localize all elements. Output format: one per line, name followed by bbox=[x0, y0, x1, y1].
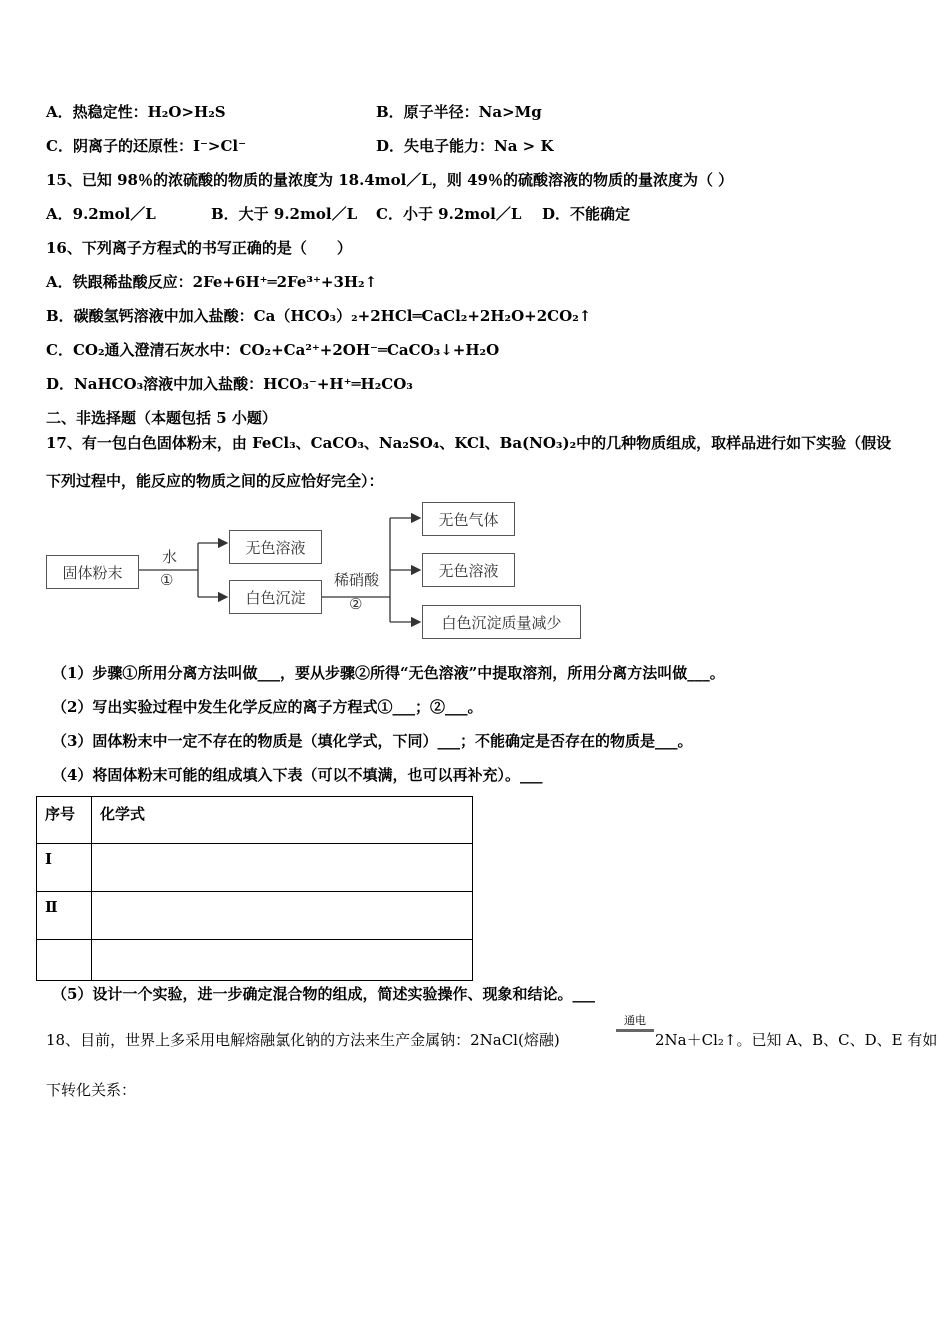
table-cell-index: Ⅰ bbox=[37, 844, 92, 892]
label-dilute-nitric-acid: 稀硝酸 bbox=[334, 571, 380, 589]
q16-option-d: D．NaHCO₃溶液中加入盐酸：HCO₃⁻+H⁺═H₂CO₃ bbox=[46, 375, 413, 393]
q17-part4: （4）将固体粉末可能的组成填入下表（可以不填满，也可以再补充）。___ bbox=[52, 766, 543, 784]
table-header-index: 序号 bbox=[37, 797, 92, 844]
q15-option-c: C．小于 9.2mol／L bbox=[376, 205, 522, 223]
table-cell-formula[interactable] bbox=[92, 892, 473, 940]
q17-part3: （3）固体粉末中一定不存在的物质是（填化学式，下同）___；不能确定是否存在的物质是___。 bbox=[52, 732, 693, 750]
q16-option-a: A．铁跟稀盐酸反应：2Fe+6H⁺═2Fe³⁺+3H₂↑ bbox=[46, 273, 378, 291]
table-cell-formula[interactable] bbox=[92, 844, 473, 892]
table-cell-index bbox=[37, 940, 92, 981]
q16-stem: 16、下列离子方程式的书写正确的是（ ） bbox=[46, 239, 352, 257]
box-colorless-solution-2: 无色溶液 bbox=[422, 553, 515, 587]
q15-option-b: B．大于 9.2mol／L bbox=[211, 205, 358, 223]
q18-line1-end: 2Na＋Cl₂↑。已知 A、B、C、D、E 有如 bbox=[655, 1031, 938, 1049]
box-white-precipitate: 白色沉淀 bbox=[229, 580, 322, 614]
q17-part2: （2）写出实验过程中发生化学反应的离子方程式①___；②___。 bbox=[52, 698, 483, 716]
reaction-condition: 通电 bbox=[624, 1014, 646, 1027]
q15-stem: 15、已知 98％的浓硫酸的物质的量浓度为 18.4mol／L，则 49％的硫酸溶液的物质的量浓度为（ ） bbox=[46, 171, 734, 189]
q14-option-c: C．阴离子的还原性：I⁻>Cl⁻ bbox=[46, 137, 246, 155]
table-cell-index: Ⅱ bbox=[37, 892, 92, 940]
table-row bbox=[37, 892, 473, 940]
q14-option-b: B．原子半径：Na>Mg bbox=[376, 103, 542, 121]
section-heading: 二、非选择题（本题包括 5 小题） bbox=[46, 409, 277, 427]
box-colorless-gas: 无色气体 bbox=[422, 502, 515, 536]
label-step1: ① bbox=[160, 571, 174, 589]
box-colorless-solution-1: 无色溶液 bbox=[229, 530, 322, 564]
q15-option-a: A．9.2mol／L bbox=[46, 205, 156, 223]
table-row bbox=[37, 940, 473, 981]
q17-stem-line2: 下列过程中，能反应的物质之间的反应恰好完全）： bbox=[46, 472, 384, 490]
label-water: 水 bbox=[162, 548, 178, 566]
q14-option-d: D．失电子能力：Na > K bbox=[376, 137, 554, 155]
q17-part5: （5）设计一个实验，进一步确定混合物的组成，简述实验操作、现象和结论。___ bbox=[52, 985, 595, 1003]
q18-line1-start: 18、目前，世界上多采用电解熔融氯化钠的方法来生产金属钠：2NaCl(熔融) bbox=[46, 1031, 560, 1049]
q17-stem-line1: 17、有一包白色固体粉末，由 FeCl₃、CaCO₃、Na₂SO₄、KCl、Ba(NO₃)₂中的几种物质组成，取样品进行如下实验（假设 bbox=[46, 434, 892, 452]
q18-line2: 下转化关系： bbox=[46, 1081, 137, 1099]
table-cell-formula[interactable] bbox=[92, 940, 473, 981]
q16-option-c: C．CO₂通入澄清石灰水中：CO₂+Ca²⁺+2OH⁻═CaCO₃↓+H₂O bbox=[46, 341, 500, 359]
box-solid-powder: 固体粉末 bbox=[46, 555, 139, 589]
box-precipitate-mass-decreases: 白色沉淀质量减少 bbox=[422, 605, 581, 639]
composition-table bbox=[36, 796, 473, 981]
q15-option-d: D．不能确定 bbox=[542, 205, 631, 223]
table-row bbox=[37, 844, 473, 892]
q14-option-a: A．热稳定性：H₂O>H₂S bbox=[46, 103, 226, 121]
q17-part1: （1）步骤①所用分离方法叫做___，要从步骤②所得“无色溶液”中提取溶剂，所用分离方法叫做___。 bbox=[52, 664, 725, 682]
label-step2: ② bbox=[349, 595, 363, 613]
q16-option-b: B．碳酸氢钙溶液中加入盐酸：Ca（HCO₃）₂+2HCl═CaCl₂+2H₂O+2CO₂↑ bbox=[46, 307, 592, 325]
reaction-arrow-line bbox=[616, 1029, 654, 1032]
table-header-formula: 化学式 bbox=[92, 797, 473, 844]
